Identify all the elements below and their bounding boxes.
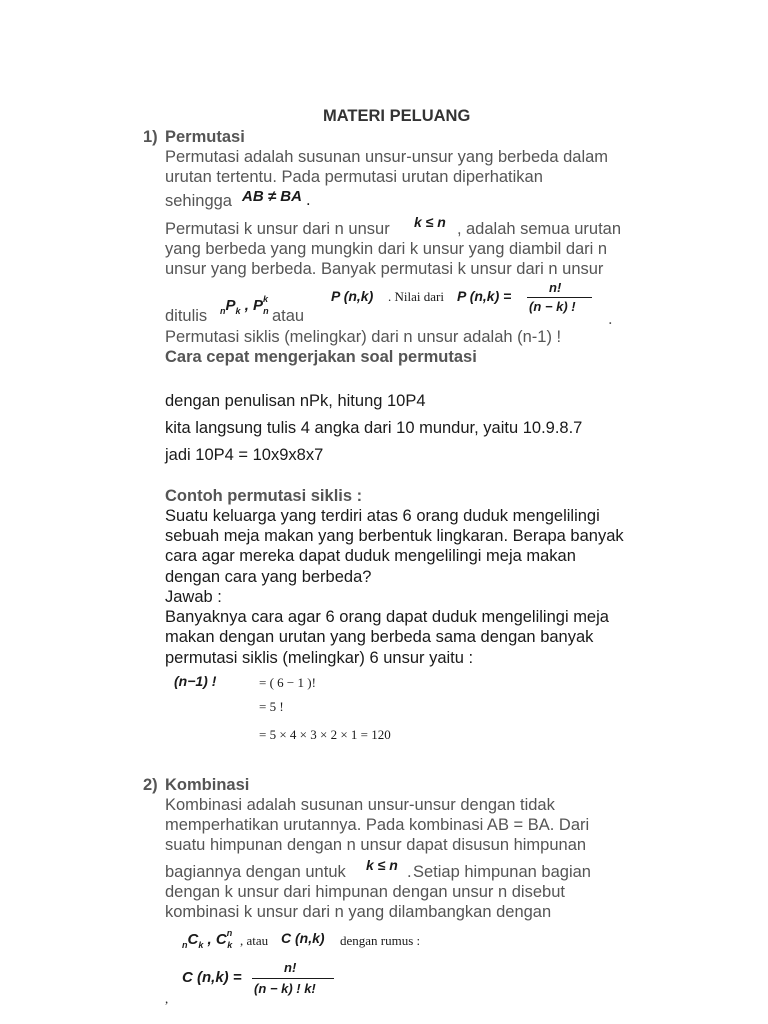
paragraph-line: bagiannya dengan untuk [165, 863, 346, 881]
formula-k-le-n: k ≤ n [414, 214, 446, 230]
formula-npk-notation: $_nP_k$ , $P^k_n$ [220, 294, 269, 316]
paragraph-line: sehingga [165, 192, 232, 210]
subheading-contoh: Contoh permutasi siklis : [165, 487, 363, 505]
paragraph-line: memperhatikan urutannya. Pada kombinasi AB = BA. Dari [165, 816, 590, 834]
paragraph-line: yang berbeda yang mungkin dari k unsur yang diambil dari n [165, 240, 608, 258]
page-title: MATERI PELUANG [323, 107, 471, 125]
paragraph-line: atau [272, 307, 305, 325]
paragraph-line: suatu himpunan dengan n unsur dapat disusun himpunan [165, 836, 587, 854]
formula-p-nk-equals: P (n,k) = [457, 288, 512, 304]
section-heading-permutasi: Permutasi [165, 128, 245, 146]
calc-lhs: (n−1) ! [174, 673, 217, 689]
paragraph-line: dengan cara yang berbeda? [165, 568, 372, 586]
fraction-bar [527, 297, 592, 298]
atau-text: , atau [240, 933, 269, 948]
dengan-rumus-text: dengan rumus : [340, 933, 421, 948]
paragraph-line: Kombinasi adalah susunan unsur-unsur dengan tidak [165, 796, 555, 814]
paragraph-line: Permutasi siklis (melingkar) dari n unsur adalah (n-1) ! [165, 328, 562, 346]
section-number-2: 2) [143, 776, 158, 794]
fraction-bar [252, 978, 334, 979]
paragraph-line: dengan penulisan nPk, hitung 10P4 [165, 392, 426, 410]
paragraph-line: Permutasi k unsur dari n unsur [165, 220, 390, 238]
paragraph-line: urutan tertentu. Pada permutasi urutan diperhatikan [165, 168, 543, 186]
period: . [306, 191, 311, 209]
calc-step-3: = 5 × 4 × 3 × 2 × 1 = 120 [259, 727, 391, 742]
paragraph-line: kombinasi k unsur dari n yang dilambangkan dengan [165, 903, 552, 921]
comma: , [457, 220, 462, 238]
paragraph-line: Jawab : [165, 588, 222, 606]
paragraph-line: Setiap himpunan bagian [413, 863, 591, 881]
paragraph-line: cara agar mereka dapat duduk mengelilingi meja makan [165, 547, 576, 565]
fraction-denominator: (n − k) ! [529, 299, 576, 314]
fraction-denominator: (n − k) ! k! [254, 981, 316, 996]
nilai-dari-text: . Nilai dari [388, 289, 444, 304]
formula-p-nk: P (n,k) [331, 288, 374, 304]
formula-k-le-n: k ≤ n [366, 857, 398, 873]
fraction-numerator: n! [284, 960, 297, 975]
paragraph-line: kita langsung tulis 4 angka dari 10 mundur, yaitu 10.9.8.7 [165, 419, 583, 437]
period: . [608, 310, 613, 328]
calc-step-2: = 5 ! [259, 699, 284, 714]
section-heading-kombinasi: Kombinasi [165, 776, 250, 794]
paragraph-line: permutasi siklis (melingkar) 6 unsur yaitu : [165, 649, 474, 667]
paragraph-line: Permutasi adalah susunan unsur-unsur yang berbeda dalam [165, 148, 609, 166]
paragraph-line: jadi 10P4 = 10x9x8x7 [165, 446, 324, 464]
trailing-comma: , [165, 991, 169, 1006]
paragraph-line: makan dengan urutan yang berbeda sama dengan banyak [165, 628, 594, 646]
paragraph-line: Banyaknya cara agar 6 orang dapat duduk mengelilingi meja [165, 608, 609, 626]
formula-c-nk: C (n,k) [281, 930, 325, 946]
paragraph-line: dengan k unsur dari himpunan dengan unsur n disebut [165, 883, 565, 901]
comma: . [407, 863, 412, 881]
fraction-numerator: n! [549, 280, 562, 295]
subheading-cara-cepat: Cara cepat mengerjakan soal permutasi [165, 348, 477, 366]
formula-ncr-notation: $_nC_k$ , $C^n_k$ [182, 928, 233, 950]
paragraph-line: sebuah meja makan yang berbentuk lingkaran. Berapa banyak [165, 527, 624, 545]
section-number-1: 1) [143, 128, 158, 146]
paragraph-line: ditulis [165, 307, 208, 325]
paragraph-line: adalah semua urutan [466, 220, 622, 238]
formula-ab-not-ba: AB ≠ BA [242, 188, 302, 205]
paragraph-line: unsur yang berbeda. Banyak permutasi k unsur dari n unsur [165, 260, 604, 278]
calc-step-1: = ( 6 − 1 )! [259, 675, 316, 690]
formula-c-nk-equals: C (n,k) = [182, 969, 242, 986]
paragraph-line: Suatu keluarga yang terdiri atas 6 orang duduk mengelilingi [165, 507, 600, 525]
